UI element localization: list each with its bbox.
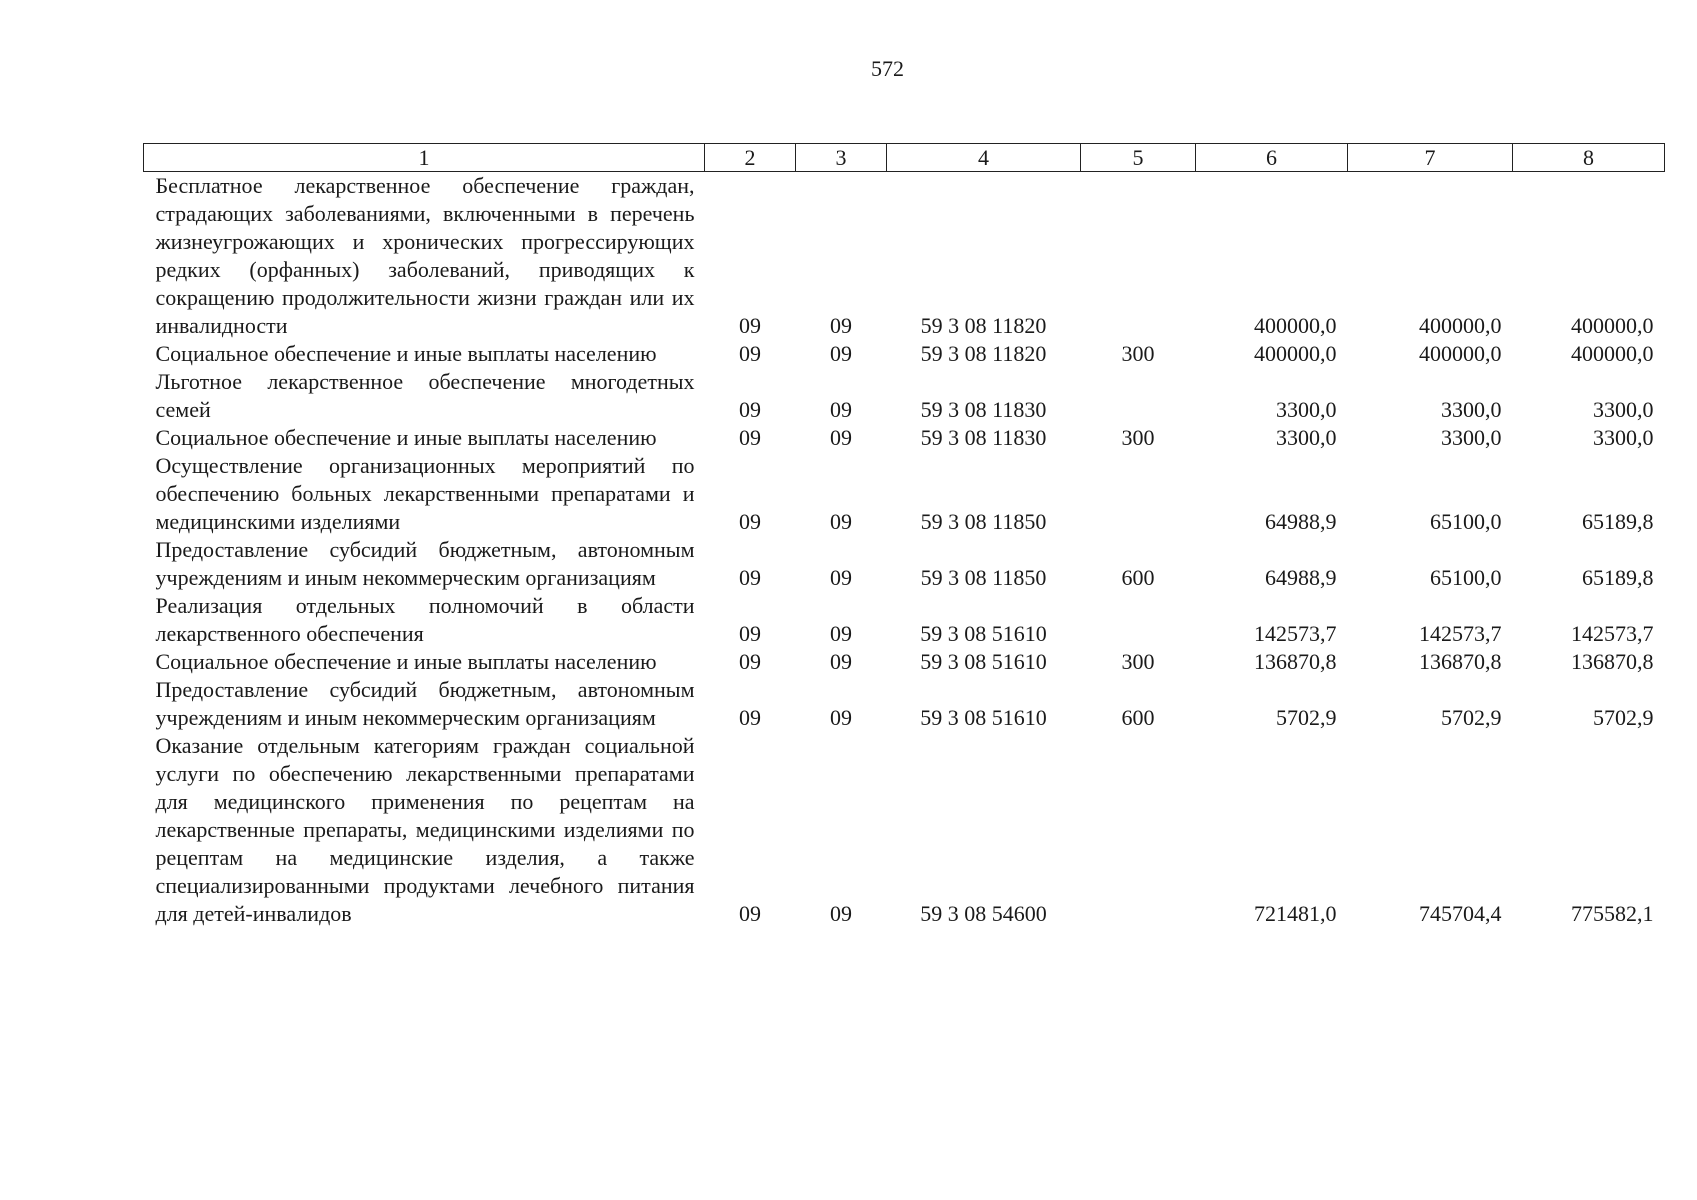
row-description: Реализация отдельных полномочий в области лекарственного обеспечения: [155, 593, 695, 646]
subsection-code: 09: [830, 313, 852, 338]
amount-col-8: 142573,7: [1571, 621, 1654, 646]
row-description: Льготное лекарственное обеспечение многодетных семей: [155, 369, 695, 422]
budget-table: [143, 143, 1665, 928]
column-header-4: 4: [887, 144, 1081, 172]
amount-col-8: 136870,8: [1571, 649, 1654, 674]
amount-col-8: 65189,8: [1582, 509, 1654, 534]
expense-type-code: 600: [1121, 565, 1155, 590]
subsection-code: 09: [830, 509, 852, 534]
expense-type-code: 300: [1121, 649, 1155, 674]
column-header-5: 5: [1081, 144, 1196, 172]
target-article-code: 59 3 08 51610: [920, 621, 1047, 646]
amount-col-8: 65189,8: [1582, 565, 1654, 590]
target-article-code: 59 3 08 51610: [920, 649, 1047, 674]
table-row: [144, 732, 1665, 928]
amount-col-6: 142573,7: [1254, 621, 1337, 646]
subsection-code: 09: [830, 649, 852, 674]
row-description: Социальное обеспечение и иные выплаты населению: [155, 649, 657, 674]
column-header-2: 2: [705, 144, 796, 172]
amount-col-7: 136870,8: [1419, 649, 1502, 674]
table-row: [144, 648, 1665, 676]
amount-col-7: 65100,0: [1430, 509, 1502, 534]
amount-col-6: 5702,9: [1276, 705, 1337, 730]
subsection-code: 09: [830, 341, 852, 366]
amount-col-7: 3300,0: [1441, 397, 1502, 422]
expense-type-code: [1081, 452, 1196, 536]
section-code: 09: [739, 705, 761, 730]
expense-type-code: 600: [1121, 705, 1155, 730]
row-description: Бесплатное лекарственное обеспечение граждан, страдающих заболеваниями, включенными в перечень жизнеугрожающих и хронических прогрессирующих редких (орфанных) заболеваний, приводящих к сокращению продолжительности жизни граждан или их инвалидности: [155, 173, 695, 338]
subsection-code: 09: [830, 397, 852, 422]
table-row: [144, 424, 1665, 452]
section-code: 09: [739, 901, 761, 926]
table-body: [144, 172, 1665, 929]
amount-col-6: 721481,0: [1254, 901, 1337, 926]
row-description: Осуществление организационных мероприятий по обеспечению больных лекарственными препаратами и медицинскими изделиями: [155, 453, 695, 534]
subsection-code: 09: [830, 565, 852, 590]
amount-col-7: 745704,4: [1419, 901, 1502, 926]
table-row: [144, 452, 1665, 536]
amount-col-6: 64988,9: [1265, 565, 1337, 590]
amount-col-7: 400000,0: [1419, 341, 1502, 366]
section-code: 09: [739, 649, 761, 674]
table-row: [144, 536, 1665, 592]
target-article-code: 59 3 08 11850: [920, 565, 1047, 590]
header-row: [144, 144, 1665, 172]
subsection-code: 09: [830, 621, 852, 646]
expense-type-code: [1081, 732, 1196, 928]
column-header-7: 7: [1348, 144, 1513, 172]
amount-col-7: 3300,0: [1441, 425, 1502, 450]
amount-col-8: 3300,0: [1593, 425, 1654, 450]
amount-col-6: 136870,8: [1254, 649, 1337, 674]
row-description: Социальное обеспечение и иные выплаты населению: [155, 341, 657, 366]
column-header-1: 1: [144, 144, 705, 172]
amount-col-8: 400000,0: [1571, 313, 1654, 338]
table-row: [144, 340, 1665, 368]
section-code: 09: [739, 565, 761, 590]
expense-type-code: [1081, 172, 1196, 341]
target-article-code: 59 3 08 11850: [920, 509, 1047, 534]
subsection-code: 09: [830, 901, 852, 926]
target-article-code: 59 3 08 11830: [920, 397, 1047, 422]
table-row: [144, 592, 1665, 648]
section-code: 09: [739, 621, 761, 646]
amount-col-6: 400000,0: [1254, 313, 1337, 338]
row-description: Оказание отдельным категориям граждан социальной услуги по обеспечению лекарственными препаратами для медицинского применения по рецептам на лекарственные препараты, медицинскими изделиями по рецептам на медицинские изделия, а также специализированными продуктами лечебного питания для детей-инвалидов: [155, 733, 695, 926]
expense-type-code: [1081, 592, 1196, 648]
section-code: 09: [739, 341, 761, 366]
page-number: 572: [871, 56, 904, 81]
section-code: 09: [739, 509, 761, 534]
target-article-code: 59 3 08 54600: [920, 901, 1047, 926]
table-row: [144, 172, 1665, 341]
table-row: [144, 676, 1665, 732]
column-header-8: 8: [1513, 144, 1665, 172]
row-description: Предоставление субсидий бюджетным, автономным учреждениям и иным некоммерческим организациям: [155, 537, 695, 590]
subsection-code: 09: [830, 425, 852, 450]
row-description: Социальное обеспечение и иные выплаты населению: [155, 425, 657, 450]
amount-col-7: 65100,0: [1430, 565, 1502, 590]
section-code: 09: [739, 313, 761, 338]
section-code: 09: [739, 425, 761, 450]
column-header-6: 6: [1196, 144, 1348, 172]
expense-type-code: [1081, 368, 1196, 424]
target-article-code: 59 3 08 11830: [920, 425, 1047, 450]
expense-type-code: 300: [1121, 341, 1155, 366]
amount-col-7: 5702,9: [1441, 705, 1502, 730]
amount-col-6: 3300,0: [1276, 397, 1337, 422]
table-row: [144, 368, 1665, 424]
amount-col-8: 400000,0: [1571, 341, 1654, 366]
amount-col-6: 64988,9: [1265, 509, 1337, 534]
row-description: Предоставление субсидий бюджетным, автономным учреждениям и иным некоммерческим организациям: [155, 677, 695, 730]
subsection-code: 09: [830, 705, 852, 730]
target-article-code: 59 3 08 51610: [920, 705, 1047, 730]
amount-col-8: 3300,0: [1593, 397, 1654, 422]
amount-col-8: 5702,9: [1593, 705, 1654, 730]
target-article-code: 59 3 08 11820: [920, 341, 1047, 366]
column-header-3: 3: [796, 144, 887, 172]
amount-col-6: 400000,0: [1254, 341, 1337, 366]
expense-type-code: 300: [1121, 425, 1155, 450]
target-article-code: 59 3 08 11820: [920, 313, 1047, 338]
amount-col-7: 142573,7: [1419, 621, 1502, 646]
amount-col-6: 3300,0: [1276, 425, 1337, 450]
amount-col-7: 400000,0: [1419, 313, 1502, 338]
section-code: 09: [739, 397, 761, 422]
amount-col-8: 775582,1: [1571, 901, 1654, 926]
